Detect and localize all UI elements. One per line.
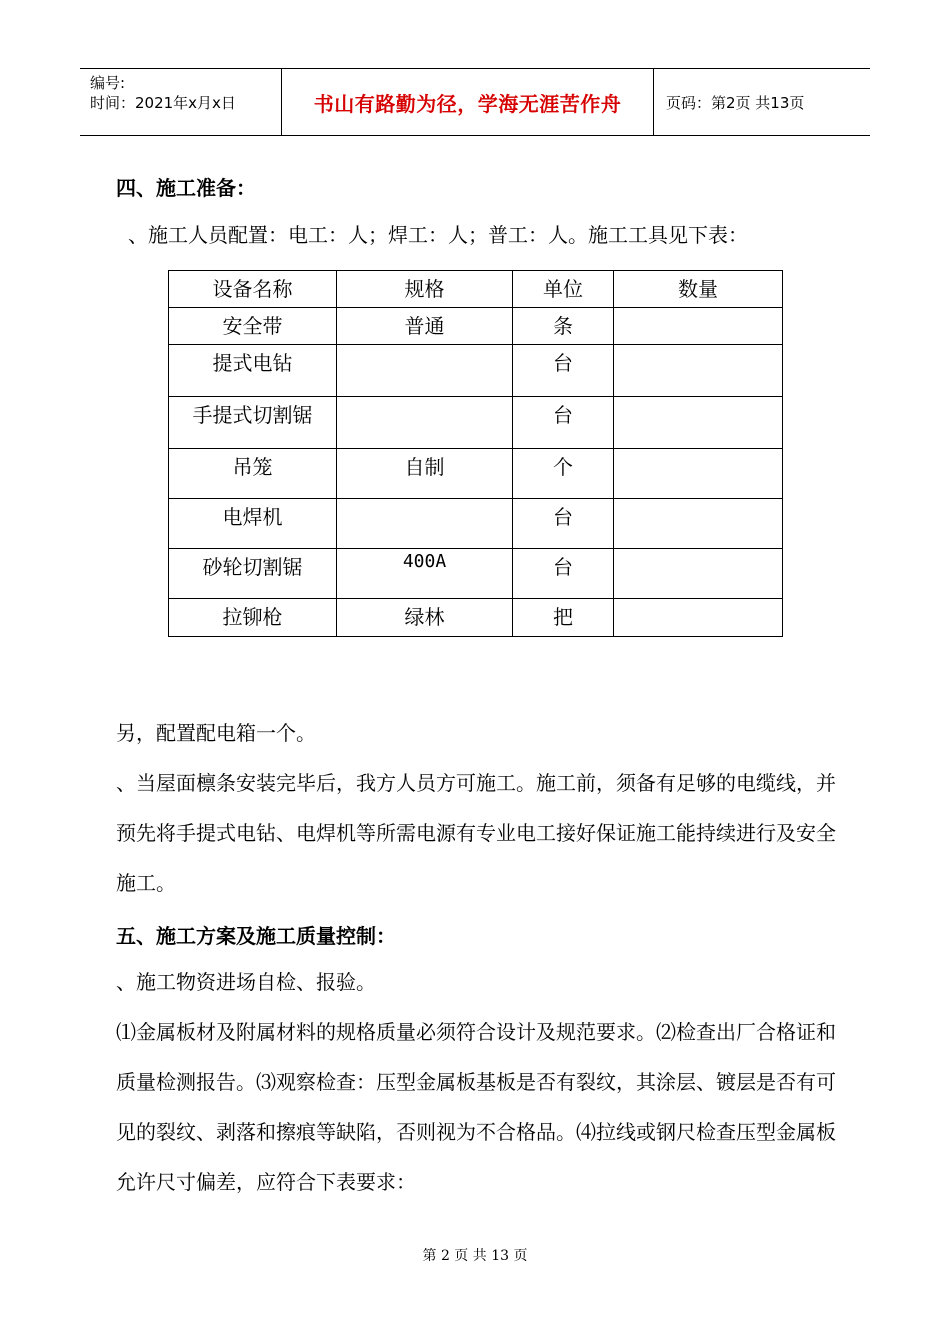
table-row	[169, 599, 783, 637]
page-header	[80, 68, 870, 136]
time-label: 时间：2021年x月x日	[90, 94, 236, 112]
header-motto: 书山有路勤为径，学海无涯苦作舟	[282, 69, 654, 135]
section-5-title: 五、施工方案及施工质量控制：	[116, 924, 396, 948]
prep-text: 、当屋面檩条安装完毕后，我方人员方可施工。施工前，须备有足够的电缆线，并预先将手提式电钻、电焊机等所需电源有专业电工接好保证施工能持续进行及安全施工。	[116, 771, 836, 895]
table-row	[169, 449, 783, 499]
section-5-body: ⑴金属板材及附属材料的规格质量必须符合设计及规范要求。⑵检查出厂合格证和质量检测报告。⑶观察检查：压型金属板基板是否有裂纹，其涂层、镀层是否有可见的裂纹、剥落和擦痕等缺陷，否则视为不合格品。⑷拉线或钢尺检查压型金属板允许尺寸偏差，应符合下表要求：	[116, 1020, 836, 1194]
table-cell: 台	[513, 397, 614, 449]
table-cell	[614, 499, 783, 549]
table-cell: 安全带	[169, 308, 337, 345]
table-header-cell: 数量	[614, 271, 783, 308]
section-5-item: 、施工物资进场自检、报验。	[116, 970, 376, 994]
page-footer: 第 2 页 共 13 页	[422, 1248, 528, 1264]
table-cell	[614, 345, 783, 397]
table-row	[169, 345, 783, 397]
equipment-table	[168, 270, 783, 637]
table-cell: 吊笼	[169, 449, 337, 499]
table-cell: 提式电钻	[169, 345, 337, 397]
table-header-row	[169, 271, 783, 308]
table-cell	[614, 397, 783, 449]
header-meta	[80, 69, 282, 135]
table-cell	[614, 549, 783, 599]
table-cell: 400A	[337, 549, 513, 599]
table-header-cell: 单位	[513, 271, 614, 308]
extra-text: 另，配置配电箱一个。	[116, 721, 316, 745]
table-cell: 电焊机	[169, 499, 337, 549]
table-row	[169, 549, 783, 599]
table-cell: 普通	[337, 308, 513, 345]
section-4-title: 四、施工准备：	[116, 176, 256, 200]
header-page-info: 页码：第2页 共13页	[666, 93, 805, 112]
table-cell	[337, 397, 513, 449]
table-header-cell: 设备名称	[169, 271, 337, 308]
table-cell: 砂轮切割锯	[169, 549, 337, 599]
table-row	[169, 308, 783, 345]
table-cell: 台	[513, 499, 614, 549]
table-cell: 拉铆枪	[169, 599, 337, 637]
table-cell: 自制	[337, 449, 513, 499]
table-cell	[337, 345, 513, 397]
table-cell: 条	[513, 308, 614, 345]
table-cell	[614, 599, 783, 637]
table-cell	[614, 449, 783, 499]
table-header-cell: 规格	[337, 271, 513, 308]
table-cell: 绿林	[337, 599, 513, 637]
table-cell	[614, 308, 783, 345]
staffing-text: 、施工人员配置：电工：人；焊工：人；普工：人。施工工具见下表：	[128, 223, 748, 247]
table-cell	[337, 499, 513, 549]
table-cell: 个	[513, 449, 614, 499]
table-cell: 把	[513, 599, 614, 637]
table-row	[169, 499, 783, 549]
table-cell: 台	[513, 345, 614, 397]
table-cell: 手提式切割锯	[169, 397, 337, 449]
code-label: 编号:	[90, 74, 126, 92]
table-row	[169, 397, 783, 449]
table-cell: 台	[513, 549, 614, 599]
